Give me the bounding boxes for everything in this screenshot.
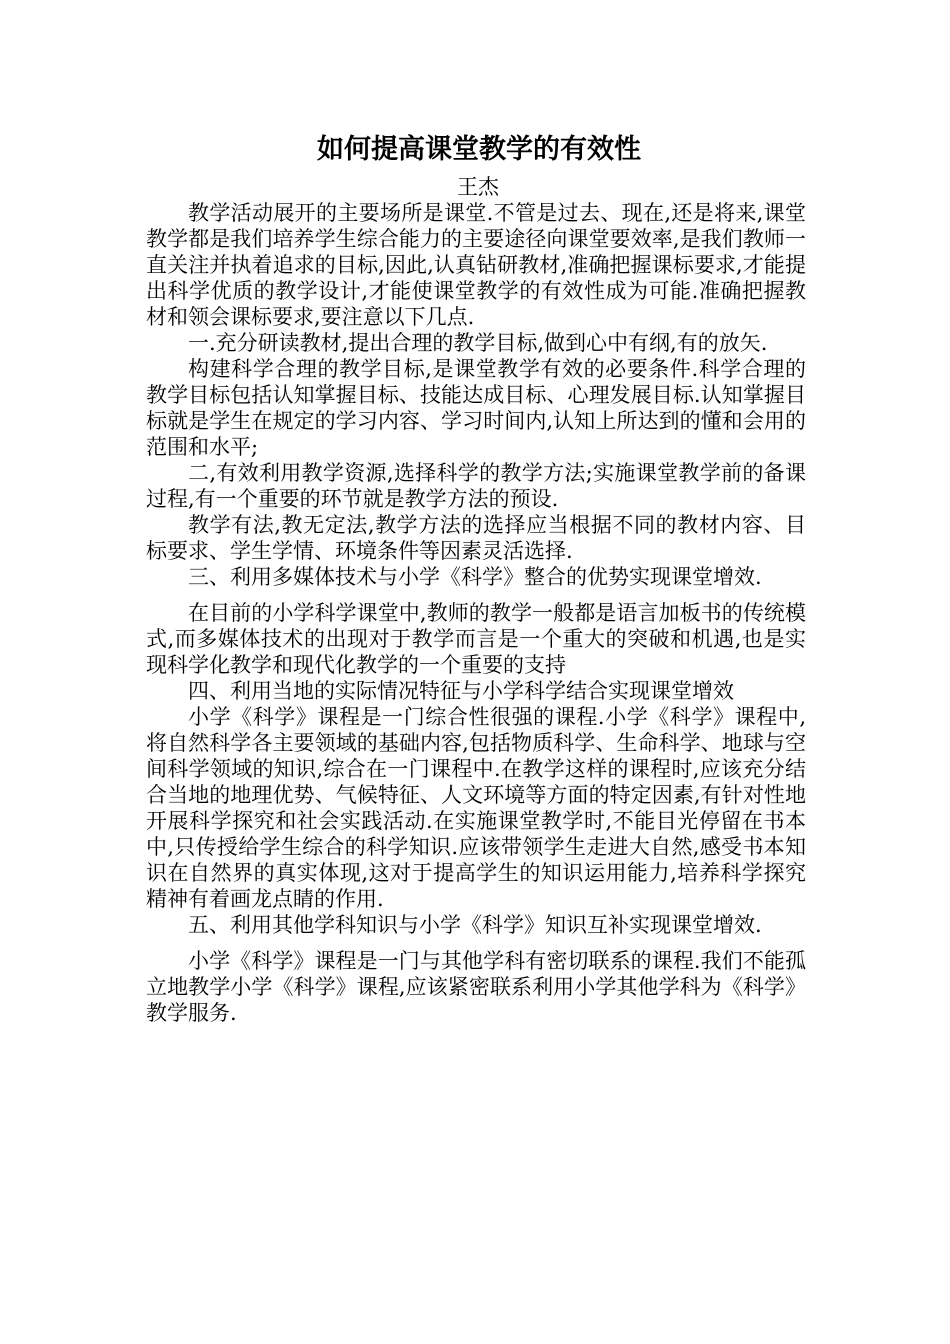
section-heading-2: 二,有效利用教学资源,选择科学的教学方法;实施课堂教学前的备课过程,有一个重要的环节就是教学方法的预设. xyxy=(146,461,806,511)
body-paragraph: 小学《科学》课程是一门与其他学科有密切联系的课程.我们不能孤立地教学小学《科学》课程,应该紧密联系利用小学其他学科为《科学》教学服务. xyxy=(146,949,806,1025)
document-author: 王杰 xyxy=(457,175,499,199)
document-title: 如何提高课堂教学的有效性 xyxy=(317,134,641,165)
body-paragraph: 在目前的小学科学课堂中,教师的教学一般都是语言加板书的传统模式,而多媒体技术的出现对于教学而言是一个重大的突破和机遇,也是实现科学化教学和现代化教学的一个重要的支持 xyxy=(146,601,806,677)
intro-paragraph: 教学活动展开的主要场所是课堂.不管是过去、现在,还是将来,课堂教学都是我们培养学生综合能力的主要途径向课堂要效率,是我们教师一直关注并执着追求的目标,因此,认真钻研教材,准确把握课标要求,才能提出科学优质的教学设计,才能使课堂教学的有效性成为可能.准确把握教材和领会课标要求,要注意以下几点. xyxy=(146,201,806,329)
body-paragraph: 构建科学合理的教学目标,是课堂教学有效的必要条件.科学合理的教学目标包括认知掌握目标、技能达成目标、心理发展目标.认知掌握目标就是学生在规定的学习内容、学习时间内,认知上所达到的懂和会用的范围和水平; xyxy=(146,357,806,459)
section-heading-5: 五、利用其他学科知识与小学《科学》知识互补实现课堂增效. xyxy=(188,913,762,937)
section-heading-1: 一.充分研读教材,提出合理的教学目标,做到心中有纲,有的放矢. xyxy=(188,331,768,355)
section-heading-4: 四、利用当地的实际情况特征与小学科学结合实现课堂增效 xyxy=(188,679,734,703)
body-paragraph: 小学《科学》课程是一门综合性很强的课程.小学《科学》课程中,将自然科学各主要领域的基础内容,包括物质科学、生命科学、地球与空间科学领域的知识,综合在一门课程中.在教学这样的课程时,应该充分结合当地的地理优势、气候特征、人文环境等方面的特定因素,有针对性地开展科学探究和社会实践活动.在实施课堂教学时,不能目光停留在书本中,只传授给学生综合的科学知识.应该带领学生走进大自然,感受书本知识在自然界的真实体现,这对于提高学生的知识运用能力,培养科学探究精神有着画龙点睛的作用. xyxy=(146,705,806,911)
section-heading-3: 三、利用多媒体技术与小学《科学》整合的优势实现课堂增效. xyxy=(188,565,762,589)
body-paragraph: 教学有法,教无定法,教学方法的选择应当根据不同的教材内容、目标要求、学生学情、环境条件等因素灵活选择. xyxy=(146,513,806,563)
document-page xyxy=(146,132,806,1026)
